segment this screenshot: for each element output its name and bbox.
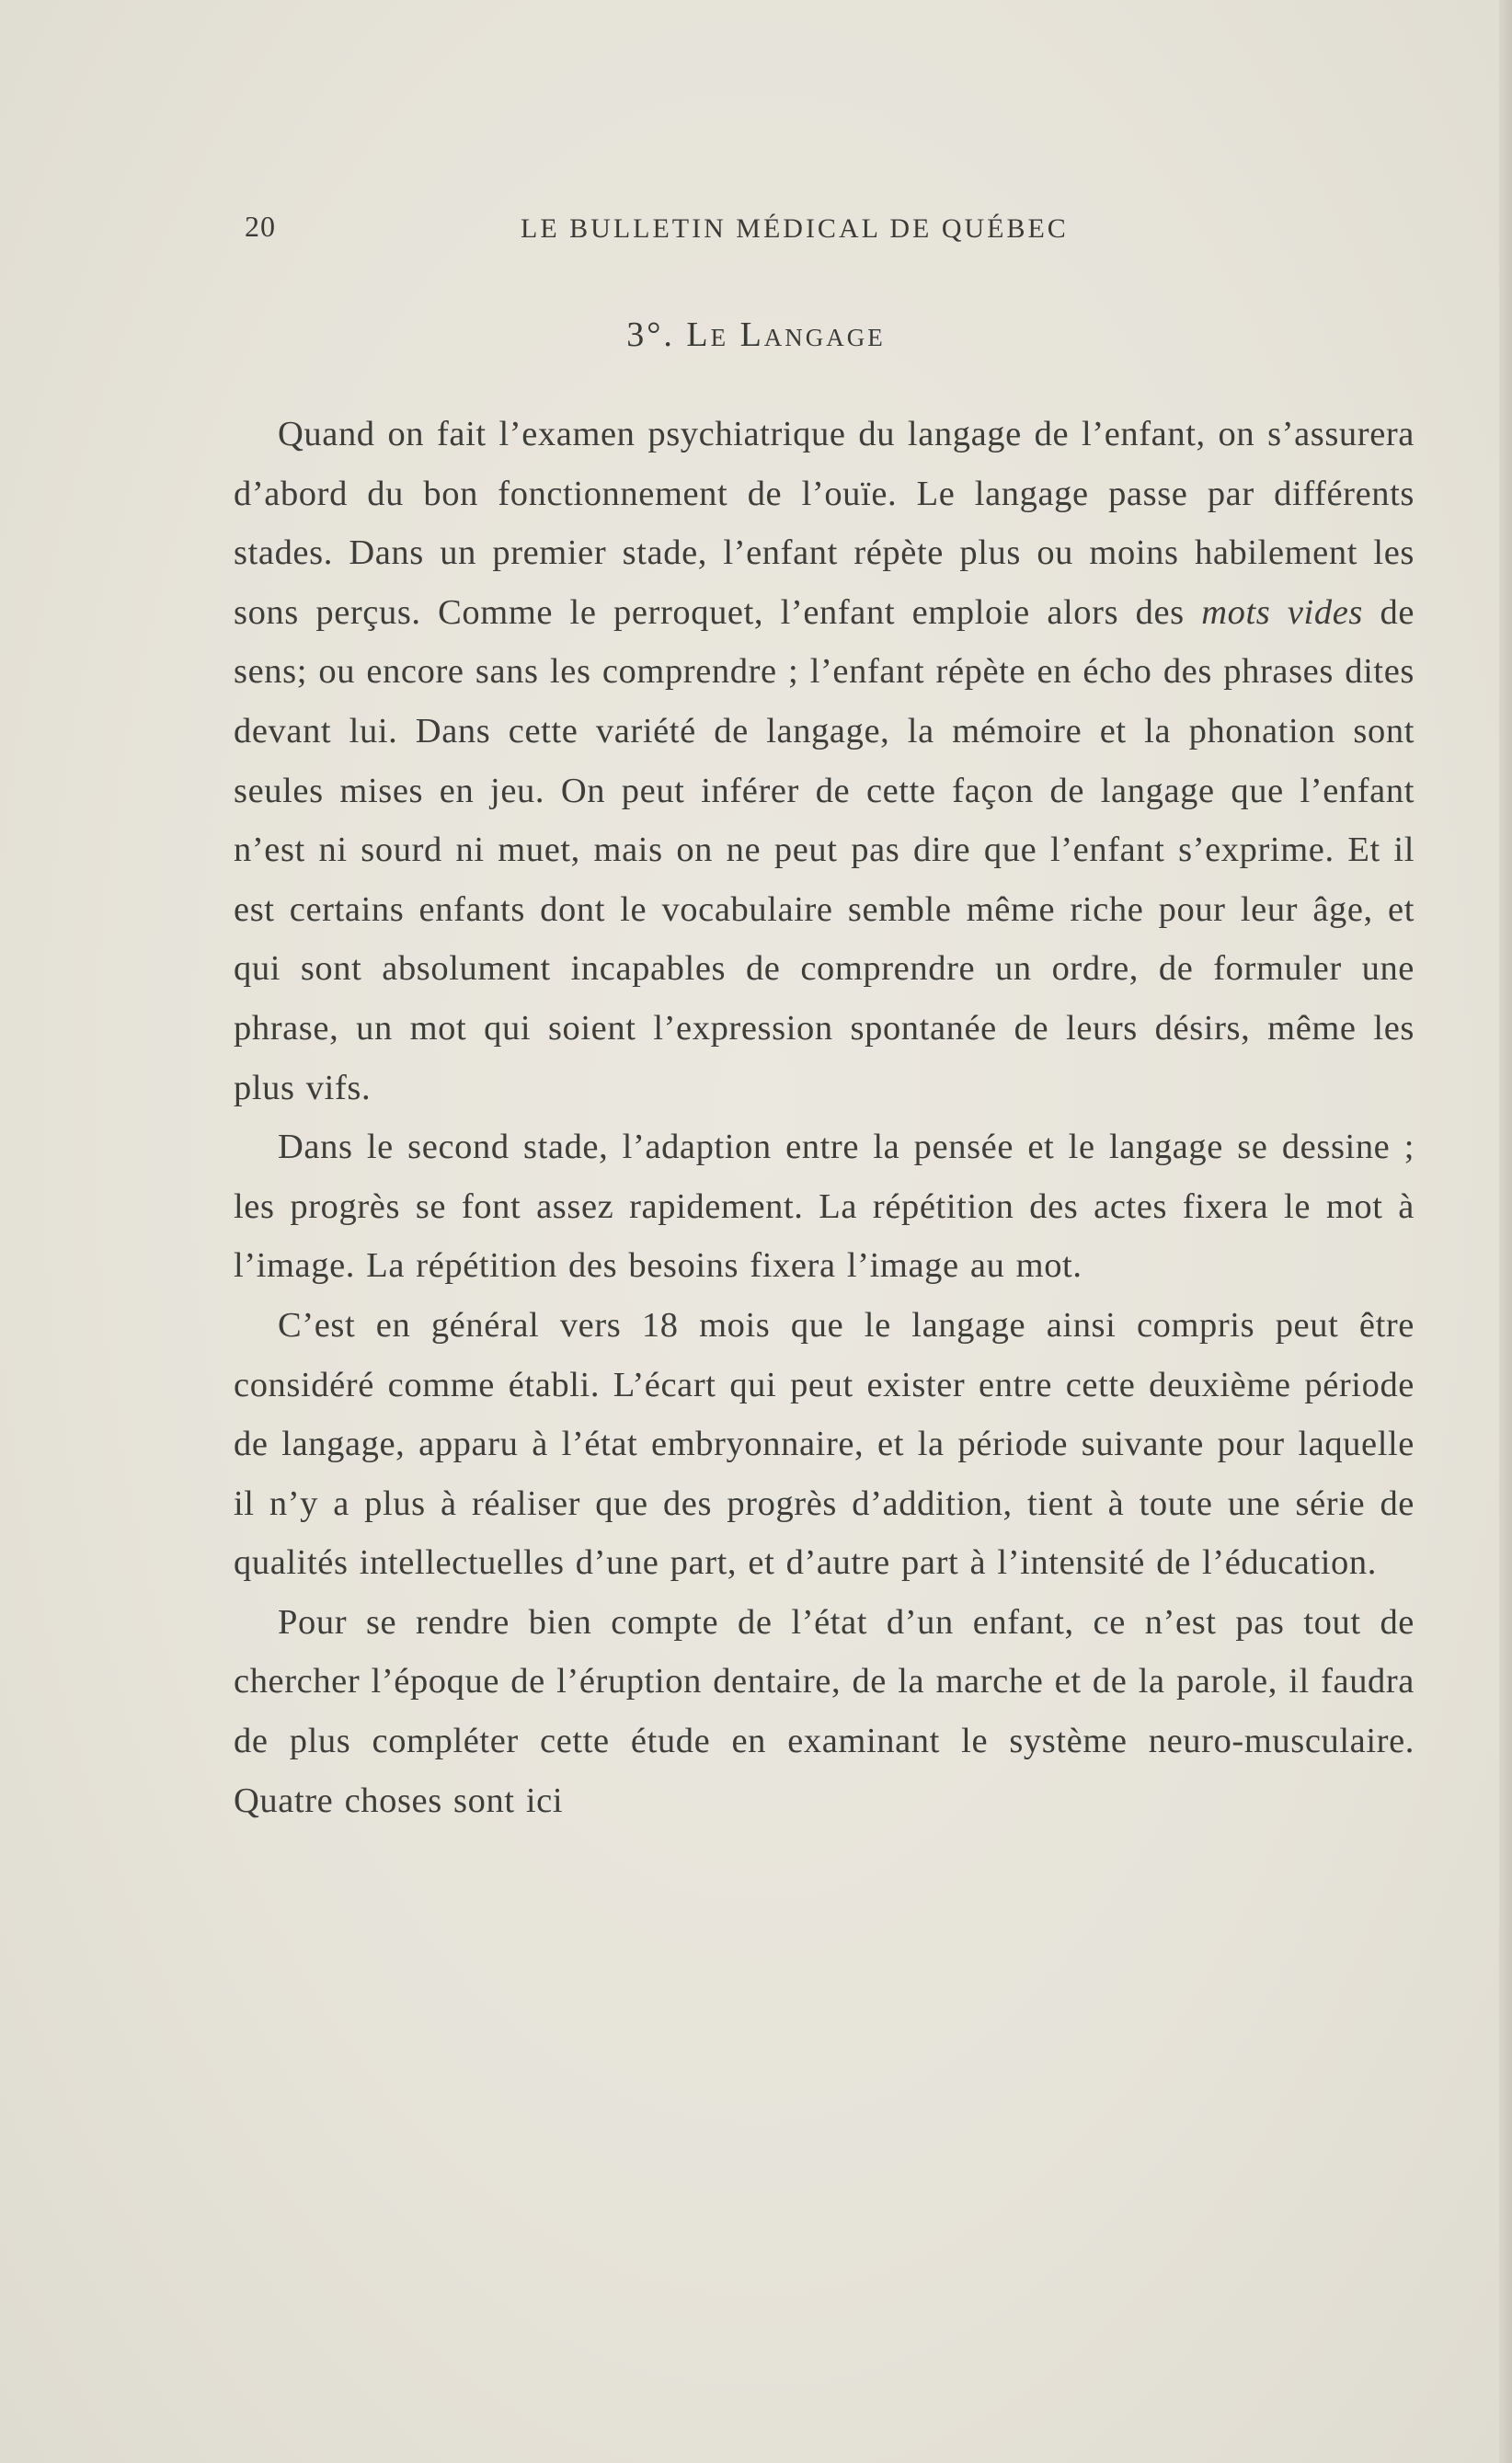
section-heading: 3°. Le Langage [626, 315, 886, 354]
page-number: 20 [245, 210, 276, 243]
running-header [245, 210, 1413, 256]
paragraph [234, 405, 1415, 1117]
body-text [234, 405, 1415, 1830]
page-edge [1499, 0, 1512, 2463]
paragraph-text: Quand on fait l’examen psychiatrique du langage de l’enfant, on s’assurera d’abord du bon fonctionnement de l’ouïe. Le langage passe par différents stades. Dans un premier stade, l’enfant répète plus ou moins habilement les sons perçus. Comme le perroquet, l’enfant emploie alors des [234, 415, 1415, 632]
running-title: LE BULLETIN MÉDICAL DE QUÉBEC [521, 213, 1069, 244]
italic-phrase: mots vides [1201, 592, 1363, 632]
paragraph-text: de sens; ou encore sans les comprendre ; l’enfant répète en écho des phrases dites devant lui. Dans cette variété de langage, la mémoire et la phonation sont seules mises en jeu. On peut inférer de cette façon de langage que l’enfant n’est ni sourd ni muet, mais on ne peut pas dire que l’enfant s’exprime. Et il est certains enfants dont le vocabulaire semble même riche pour leur âge, et qui sont absolument incapables de comprendre un ordre, de formuler une phrase, un mot qui soient l’expression spontanée de leurs désirs, même les plus vifs. [234, 592, 1415, 1107]
paragraph: Pour se rendre bien compte de l’état d’un enfant, ce n’est pas tout de chercher l’époque de l’éruption dentaire, de la marche et de la parole, il faudra de plus compléter cette étude en examinant le système neuro-musculaire. Quatre choses sont ici [234, 1602, 1415, 1820]
paragraph: Dans le second stade, l’adaption entre la pensée et le langage se dessine ; les progrès se font assez rapidement. La répétition des actes fixera le mot à l’image. La répétition des besoins fixera l’image au mot. [234, 1128, 1415, 1286]
paragraph: C’est en général vers 18 mois que le langage ainsi compris peut être considéré comme établi. L’écart qui peut exister entre cette deuxième période de langage, apparu à l’état embryonnaire, et la période suivante pour laquelle il n’y a plus à réaliser que des progrès d’addition, tient à toute une série de qualités intellectuelles d’une part, et d’autre part à l’intensité de l’éducation. [234, 1305, 1415, 1583]
